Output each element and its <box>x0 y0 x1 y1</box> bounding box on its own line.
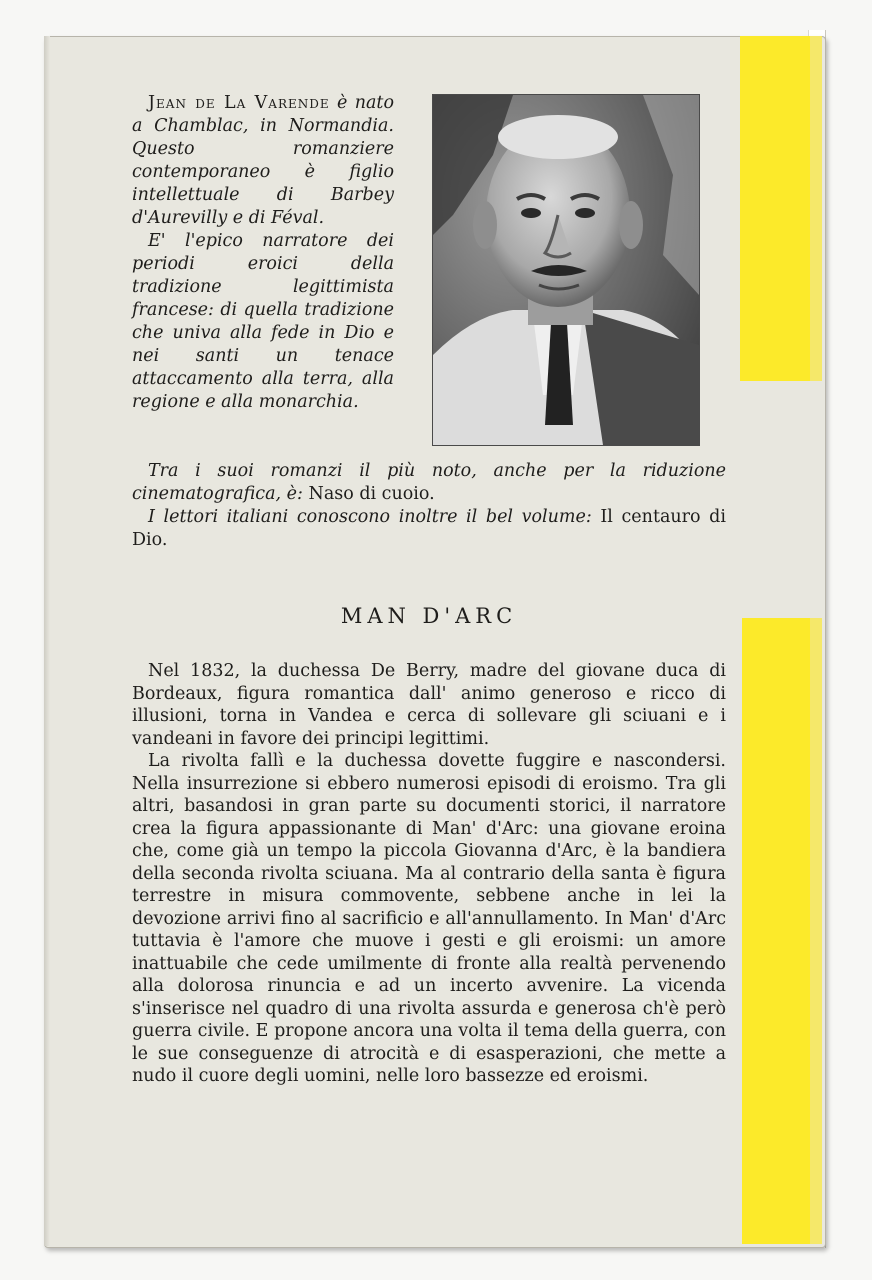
bio-paragraph-4-text: I lettori italiani conoscono inoltre il bel volume: <box>148 507 592 527</box>
cover-edge-shading <box>44 36 50 1246</box>
bio-paragraph-1 <box>132 92 394 230</box>
synopsis <box>132 660 726 1088</box>
yellow-band-top <box>740 36 810 381</box>
synopsis-paragraph-1: Nel 1832, la duchessa De Berry, madre del giovane duca di Bordeaux, figura romantica dall' animo generoso e ricco di illusioni, torna in Vandea e cerca di sollevare gli sciuani e i vandeani in favore dei principi legittimi. <box>132 661 726 749</box>
yellow-band-bottom <box>742 618 812 1244</box>
bio-paragraph-4 <box>132 506 726 552</box>
bio-intro-text: è nato a Chamblac, in Normandia. Questo romanziere contemporaneo è figlio intellettuale di Barbey d'Aurevilly e di Féval. <box>132 93 394 228</box>
book-title: MAN D'ARC <box>340 604 518 628</box>
author-name: Jean de La Varende <box>148 93 330 113</box>
author-bio <box>132 92 394 414</box>
notable-novel-title: Naso di cuoio. <box>308 484 435 504</box>
synopsis-paragraph-2: La rivolta fallì e la duchessa dovette fuggire e nascondersi. Nella insurrezione si ebbero numerosi episodi di eroismo. Tra gli altri, basandosi in gran parte su documenti storici, il narratore crea la figura appassionante di Man' d'Arc: una giovane eroina che, come già un tempo la piccola Giovanna d'Arc, è la bandiera della seconda rivolta sciuana. Ma al contrario della santa è figura terrestre in misura commovente, sebbene anche in lei la devozione arrivi fino al sacrificio e all'annullamento. In Man' d'Arc tuttavia è l'amore che muove i gesti e gli eroismi: un amore inattuabile che cede umilmente di fronte alla realtà pervenendo alla dolorosa rinuncia e ad un incerto avvenire. La vicenda s'inserisce nel quadro di una rivolta assurda e generosa ch'è però guerra civile. E propone ancora una volta il tema della guerra, con le sue conseguenze di atrocità e di esasperazioni, che mette a nudo il cuore degli uomini, nelle loro bassezze ed eroismi. <box>132 751 726 1086</box>
bio-paragraph-2: E' l'epico narratore dei periodi eroici della tradizione legittimista francese: di quella tradizione che univa alla fede in Dio e nei santi un tenace attaccamento alla terra, alla regione e alla monarchia. <box>132 231 394 412</box>
bio-paragraph-3 <box>132 460 726 506</box>
yellow-spine-top <box>810 36 822 381</box>
author-bio-continued <box>132 460 726 552</box>
yellow-spine-bottom <box>810 618 822 1244</box>
italian-volume-title: Il centauro di Dio. <box>132 507 726 550</box>
author-photo <box>432 94 700 446</box>
bio-paragraph-3-text: Tra i suoi romanzi il più noto, anche per la riduzione cinematografica, è: <box>132 461 726 504</box>
